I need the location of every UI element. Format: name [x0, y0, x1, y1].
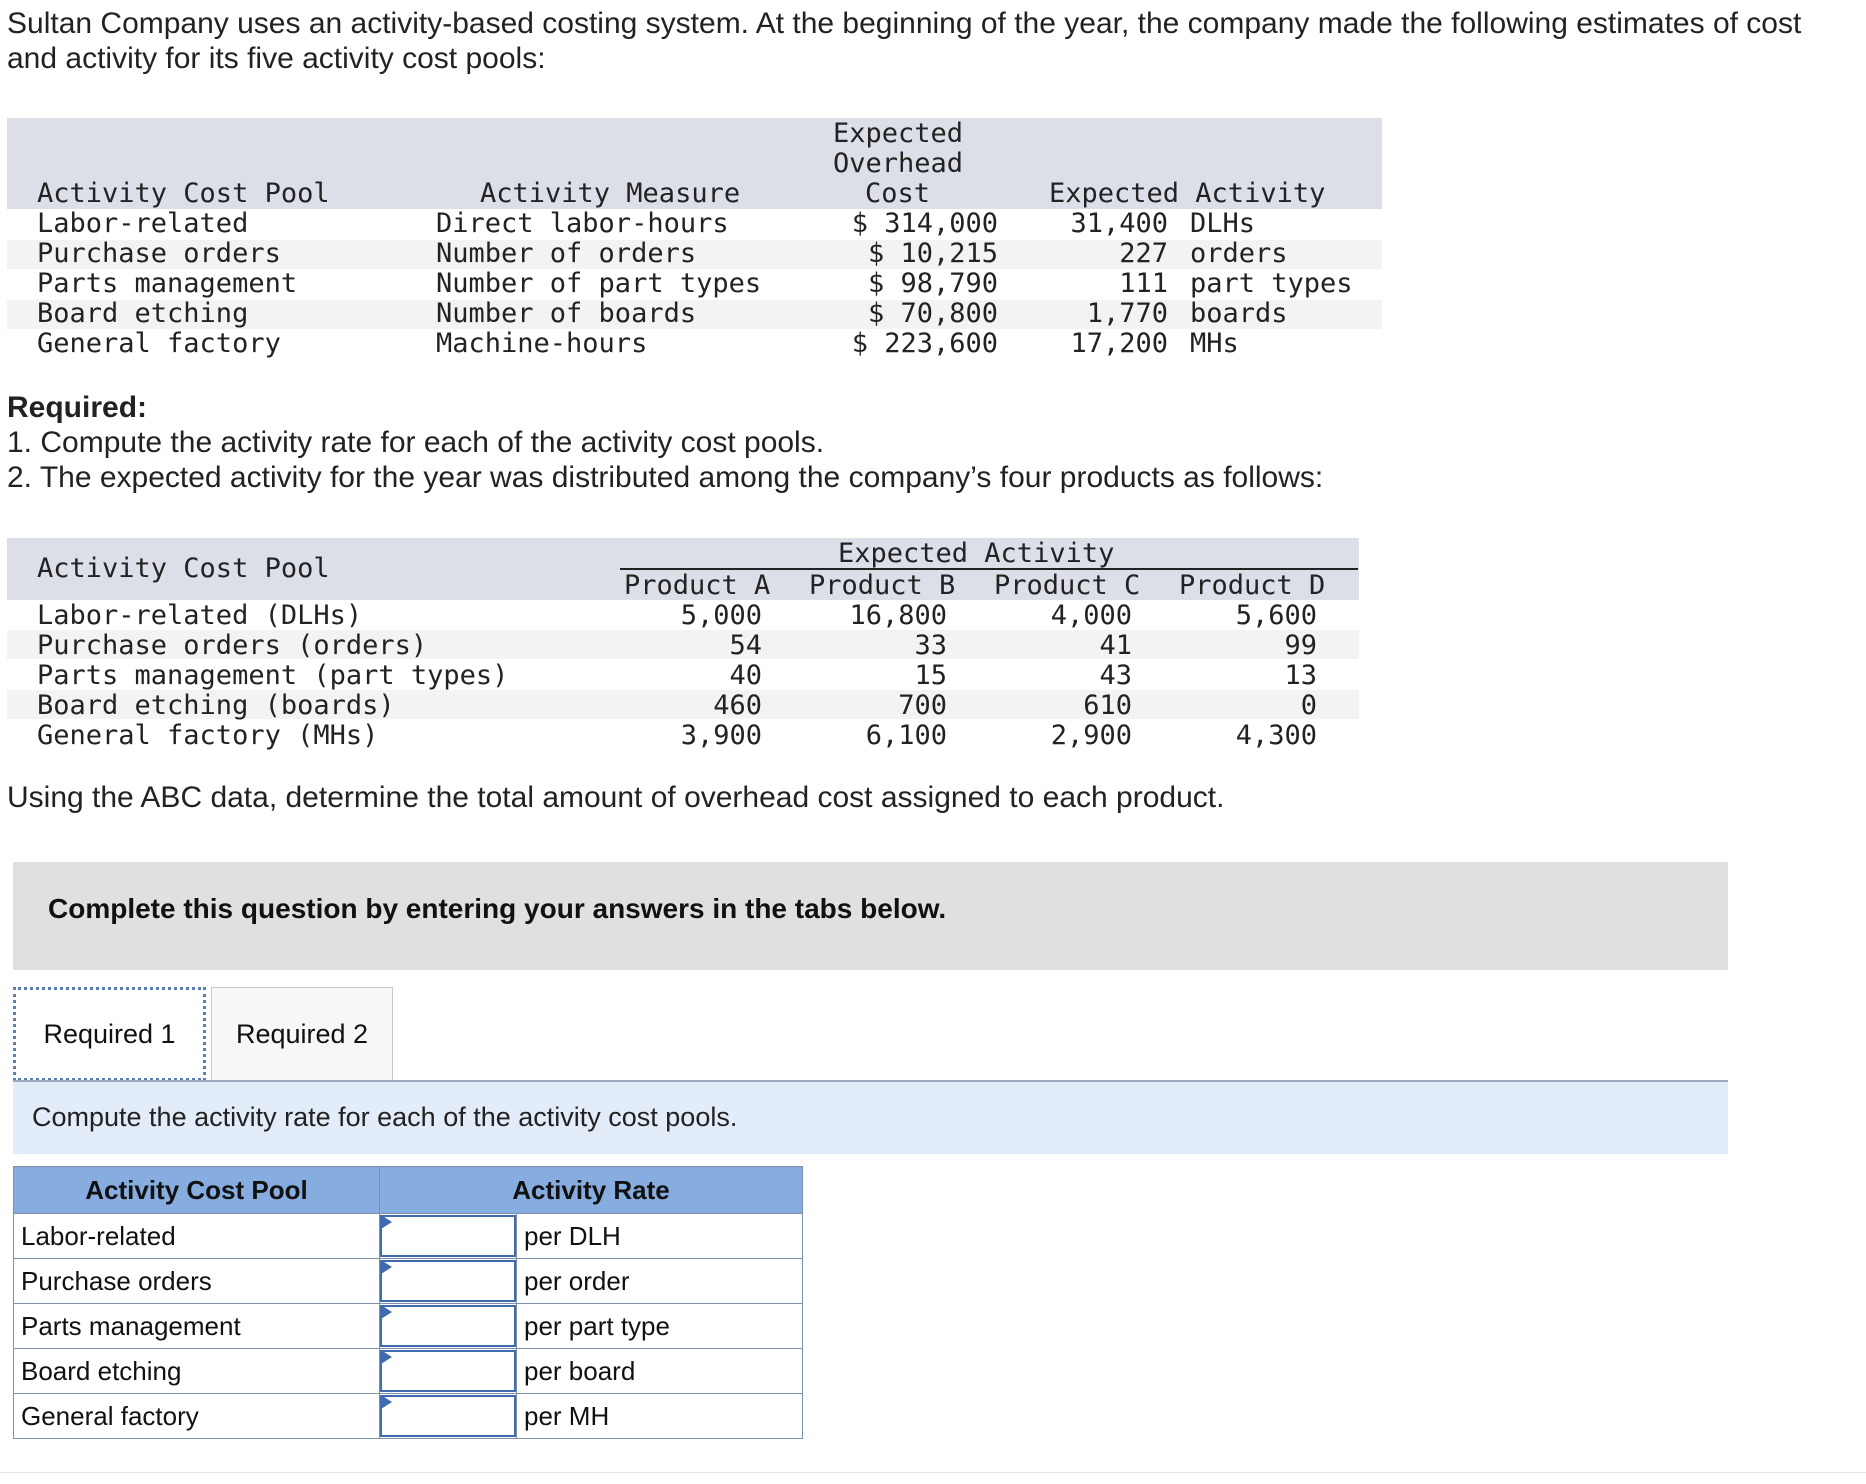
table1-pool-cell: Parts management [37, 268, 298, 299]
answer-input-cell [380, 1394, 517, 1439]
table2-value-cell: 460 [713, 690, 762, 721]
table2-pool-cell: Parts management (part types) [37, 660, 509, 691]
table2-value-cell: 5,600 [1235, 600, 1317, 631]
table2-header-product-c: Product C [994, 570, 1141, 601]
input-flag-icon [381, 1215, 392, 1229]
answer-row [14, 1394, 803, 1439]
table2-header-group: Expected Activity [838, 538, 1115, 569]
table1-unit-cell: MHs [1190, 328, 1239, 359]
input-flag-icon [381, 1305, 392, 1319]
answer-header-rate: Activity Rate [380, 1167, 803, 1214]
table1-pool-cell: Labor-related [37, 208, 249, 239]
table1-measure-cell: Number of part types [436, 268, 762, 299]
table1-unit-cell: boards [1190, 298, 1288, 329]
purchase-orders-rate-input[interactable] [380, 1260, 516, 1302]
table1-measure-cell: Number of orders [436, 238, 697, 269]
table1-measure-cell: Machine-hours [436, 328, 648, 359]
answer-pool-cell: Labor-related [14, 1214, 380, 1259]
answer-unit-cell: per order [517, 1259, 803, 1304]
parts-management-rate-input[interactable] [380, 1305, 516, 1347]
table2-value-cell: 6,100 [865, 720, 947, 751]
table2-pool-cell: Purchase orders (orders) [37, 630, 428, 661]
answer-input-cell [380, 1259, 517, 1304]
table2-value-cell: 3,900 [680, 720, 762, 751]
table2-value-cell: 0 [1300, 690, 1317, 721]
table1-cost-cell: $ 98,790 [867, 268, 998, 299]
input-flag-icon [381, 1350, 392, 1364]
table2-value-cell: 43 [1099, 660, 1132, 691]
instruction-text: Complete this question by entering your answers in the tabs below. [48, 893, 947, 924]
intro-paragraph: Sultan Company uses an activity-based costing system. At the beginning of the year, the company made the following estimates of cost and activity for its five activity cost pools: [7, 7, 1802, 75]
answer-header-row [14, 1167, 803, 1214]
table2-value-cell: 700 [898, 690, 947, 721]
answer-unit-cell: per MH [517, 1394, 803, 1439]
answer-input-cell [380, 1349, 517, 1394]
table2-header-product-b: Product B [809, 570, 956, 601]
table1-pool-cell: Board etching [37, 298, 249, 329]
input-flag-icon [381, 1395, 392, 1409]
table1-qty-cell: 31,400 [1070, 208, 1168, 239]
table2-value-cell: 13 [1284, 660, 1317, 691]
answer-pool-cell: Parts management [14, 1304, 380, 1349]
table1-pool-cell: Purchase orders [37, 238, 281, 269]
table2-header-product-d: Product D [1179, 570, 1326, 601]
answer-row [14, 1259, 803, 1304]
table1-cost-cell: $ 70,800 [867, 298, 998, 329]
table2-value-cell: 2,900 [1050, 720, 1132, 751]
table2-value-cell: 4,300 [1235, 720, 1317, 751]
table2-value-cell: 4,000 [1050, 600, 1132, 631]
answer-pool-cell: Board etching [14, 1349, 380, 1394]
table1-measure-cell: Number of boards [436, 298, 697, 329]
answer-row [14, 1304, 803, 1349]
tab-required-1[interactable] [13, 987, 206, 1081]
table1-cost-cell: $ 10,215 [867, 238, 998, 269]
table2-value-cell: 15 [914, 660, 947, 691]
required-item-2: 2. The expected activity for the year was distributed among the company’s four products as follows: [7, 461, 1324, 494]
table1-header-cost-line2: Overhead [833, 148, 964, 179]
answer-unit-cell: per board [517, 1349, 803, 1394]
using-abc-text: Using the ABC data, determine the total amount of overhead cost assigned to each product. [7, 781, 1225, 814]
table2-value-cell: 41 [1099, 630, 1132, 661]
tab-required-2[interactable] [211, 987, 393, 1081]
table1-qty-cell: 111 [1119, 268, 1168, 299]
input-flag-icon [381, 1260, 392, 1274]
table1-unit-cell: orders [1190, 238, 1288, 269]
required-heading: Required: [7, 391, 148, 424]
table1-header-cost-line3: Cost [865, 178, 931, 209]
answer-header-pool: Activity Cost Pool [14, 1167, 380, 1214]
table1-header-measure: Activity Measure [480, 178, 741, 209]
table2-value-cell: 33 [914, 630, 947, 661]
answer-unit-cell: per DLH [517, 1214, 803, 1259]
table1-pool-cell: General factory [37, 328, 281, 359]
table2-value-cell: 5,000 [680, 600, 762, 631]
answer-unit-cell: per part type [517, 1304, 803, 1349]
answer-input-cell [380, 1304, 517, 1349]
table2-header-pool: Activity Cost Pool [37, 553, 330, 584]
answer-row [14, 1349, 803, 1394]
table1-measure-cell: Direct labor-hours [436, 208, 729, 239]
table1-header-cost-line1: Expected [833, 118, 964, 149]
board-etching-rate-input[interactable] [380, 1350, 516, 1392]
table1-header-pool: Activity Cost Pool [37, 178, 330, 209]
bottom-divider [0, 1472, 1866, 1473]
table2-pool-cell: Labor-related (DLHs) [37, 600, 363, 631]
answer-row [14, 1214, 803, 1259]
table2-pool-cell: General factory (MHs) [37, 720, 379, 751]
prompt-text: Compute the activity rate for each of the activity cost pools. [32, 1102, 738, 1132]
table1-cost-cell: $ 314,000 [851, 208, 998, 239]
table2-pool-cell: Board etching (boards) [37, 690, 395, 721]
answer-pool-cell: General factory [14, 1394, 380, 1439]
general-factory-rate-input[interactable] [380, 1395, 516, 1437]
table1-qty-cell: 17,200 [1070, 328, 1168, 359]
table2-value-cell: 54 [729, 630, 762, 661]
table1-header-activity: Expected Activity [1049, 178, 1326, 209]
table2-header-product-a: Product A [624, 570, 771, 601]
table2-value-cell: 610 [1083, 690, 1132, 721]
labor-related-rate-input[interactable] [380, 1215, 516, 1257]
table1-unit-cell: DLHs [1190, 208, 1256, 239]
table1-qty-cell: 1,770 [1086, 298, 1168, 329]
table1-cost-cell: $ 223,600 [851, 328, 998, 359]
activity-rate-table [13, 1166, 803, 1439]
required-item-1: 1. Compute the activity rate for each of the activity cost pools. [7, 426, 825, 459]
tab-required-1-label: Required 1 [43, 1018, 176, 1049]
table2-value-cell: 16,800 [849, 600, 947, 631]
table2-value-cell: 40 [729, 660, 762, 691]
table2-value-cell: 99 [1284, 630, 1317, 661]
table1-qty-cell: 227 [1119, 238, 1168, 269]
answer-input-cell [380, 1214, 517, 1259]
answer-pool-cell: Purchase orders [14, 1259, 380, 1304]
table1-unit-cell: part types [1190, 268, 1353, 299]
tab-required-2-label: Required 2 [235, 1018, 369, 1049]
